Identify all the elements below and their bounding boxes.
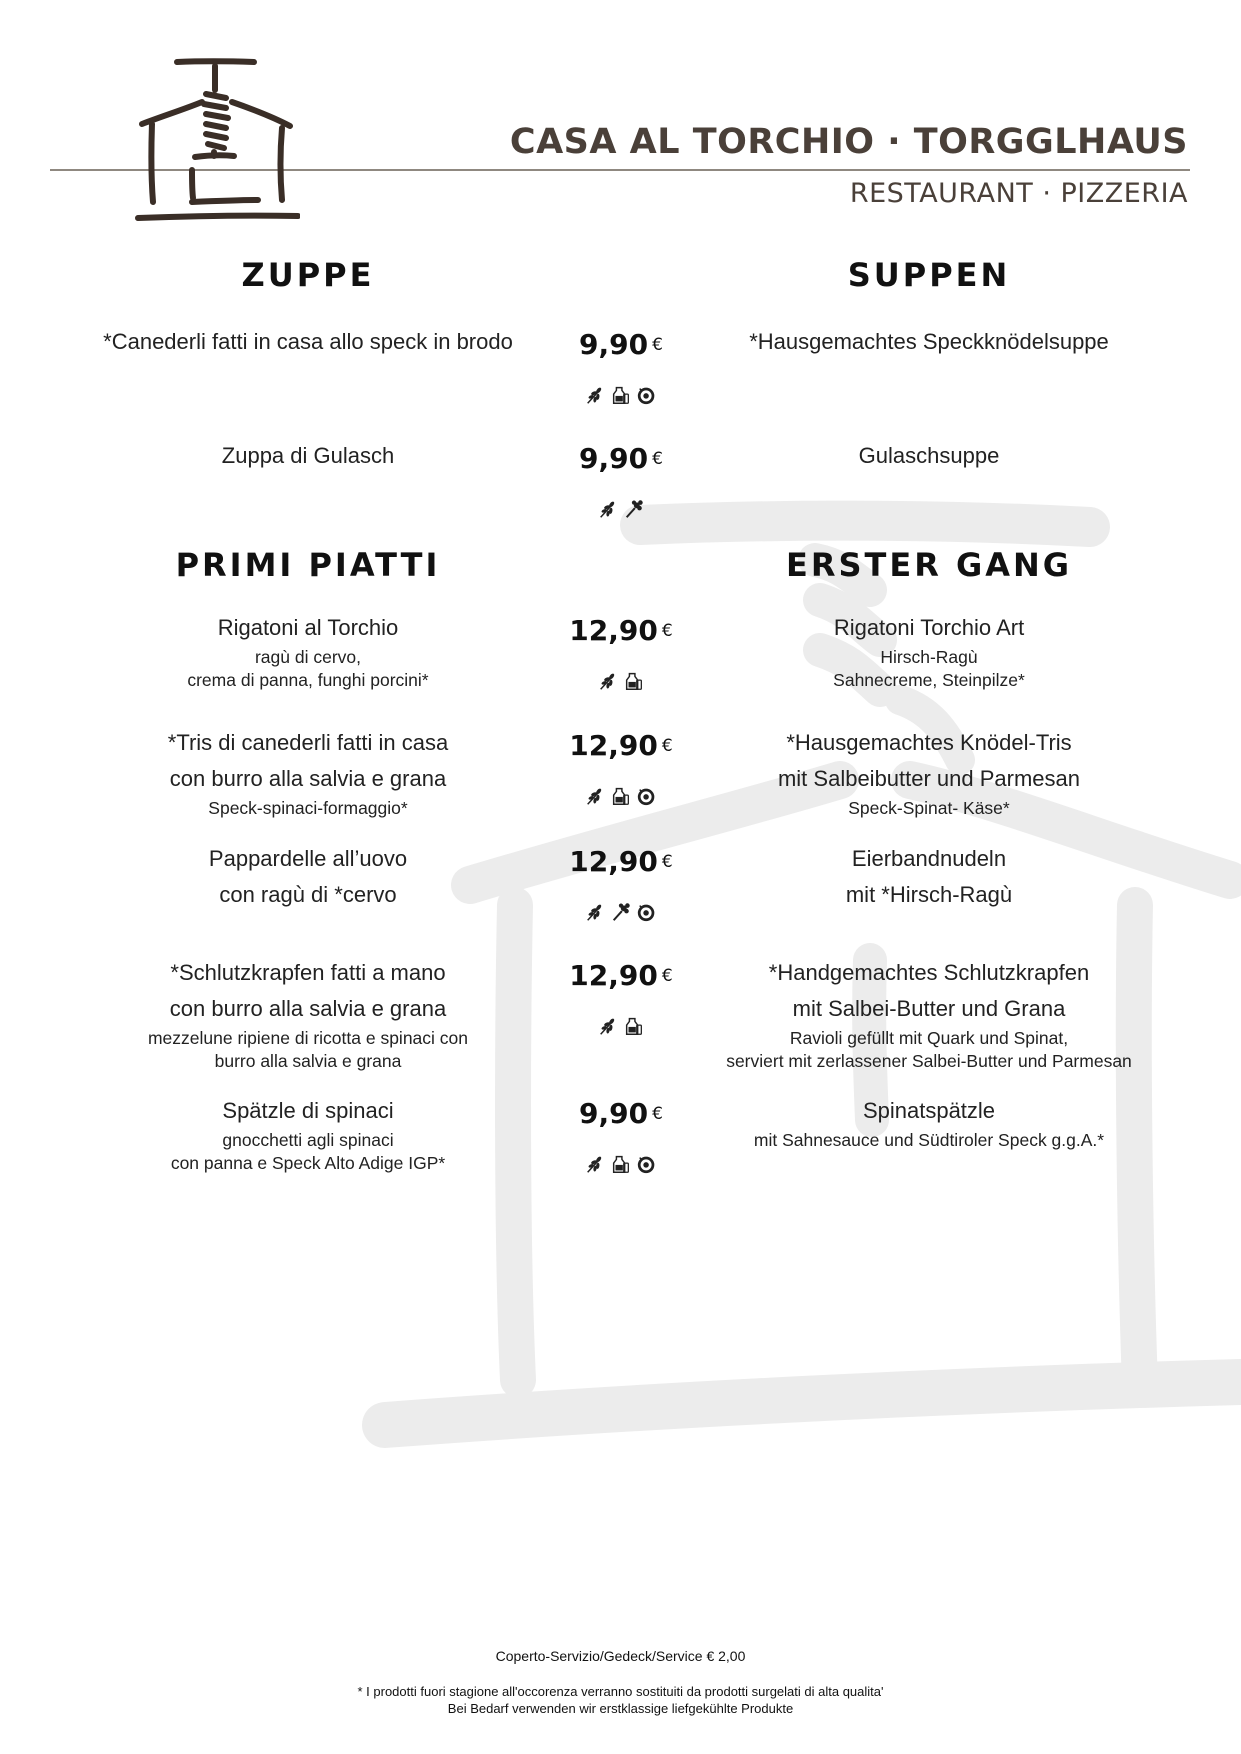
- brand-name: CASA AL TORCHIO · TORGGLHAUS: [498, 122, 1188, 162]
- dish-price: [560, 328, 682, 361]
- menu-item-it: [58, 438, 558, 474]
- allergen-icons: [560, 497, 682, 521]
- gluten-icon: [584, 383, 606, 407]
- dish-description-it: mezzelune ripiene di ricotta e spinaci con: [147, 1028, 469, 1048]
- menu-item-de: [679, 955, 1179, 1073]
- dish-name-de: Eierbandnudeln: [851, 846, 1007, 871]
- menu-item-it: [58, 955, 558, 1073]
- dish-description-de: mit Sahnesauce und Südtiroler Speck g.g.A.*: [753, 1130, 1105, 1150]
- menu-item-it: [58, 1093, 558, 1175]
- dish-description-de: Speck-Spinat- Käse*: [848, 798, 1010, 818]
- cover-charge: Coperto-Servizio/Gedeck/Service € 2,00: [495, 1648, 746, 1664]
- gluten-icon: [584, 1152, 606, 1176]
- currency-symbol: €: [652, 449, 663, 469]
- dish-description-de: Hirsch-Ragù: [880, 647, 978, 667]
- menu-item-de: [679, 324, 1179, 360]
- egg-icon: [636, 784, 658, 808]
- dish-name-it: *Schlutzkrapfen fatti a mano: [170, 960, 446, 985]
- milk-icon: [610, 383, 632, 407]
- dish-name-de: Spinatspätzle: [862, 1098, 996, 1123]
- gluten-icon: [597, 1014, 619, 1038]
- currency-symbol: €: [661, 852, 673, 872]
- egg-icon: [636, 900, 658, 924]
- dish-description-it: Speck-spinaci-formaggio*: [208, 798, 408, 818]
- menu-item-it: [58, 725, 558, 820]
- dish-name-it: con ragù di *cervo: [219, 882, 397, 907]
- dish-name-de: *Hausgemachtes Speckknödelsuppe: [749, 329, 1109, 354]
- dish-name-de: mit Salbei-Butter und Grana: [792, 996, 1066, 1021]
- menu-item-de: [679, 438, 1179, 474]
- dish-price: [560, 442, 682, 475]
- dish-name-it: con burro alla salvia e grana: [169, 766, 447, 791]
- dish-description-it: crema di panna, funghi porcini*: [187, 670, 429, 690]
- frozen-products-note-it: * I prodotti fuori stagione all'occorenza verranno sostituiti da prodotti surgelati di alta qualita': [357, 1684, 884, 1699]
- menu-item-de: [679, 725, 1179, 820]
- celery-icon: [623, 497, 645, 521]
- milk-icon: [623, 1014, 645, 1038]
- dish-description-de: serviert mit zerlassener Salbei-Butter und Parmesan: [726, 1051, 1132, 1071]
- allergen-icons: [560, 383, 682, 407]
- allergen-icons: [560, 784, 682, 808]
- dish-price: [560, 614, 682, 647]
- menu-item-it: [58, 841, 558, 913]
- menu-item-de: [679, 1093, 1179, 1152]
- milk-icon: [623, 669, 645, 693]
- allergen-icons: [560, 669, 682, 693]
- dish-name-it: Spätzle di spinaci: [222, 1098, 394, 1123]
- menu-item-de: [679, 610, 1179, 692]
- dish-description-it: burro alla salvia e grana: [214, 1051, 402, 1071]
- header: [0, 0, 1241, 240]
- egg-icon: [636, 383, 658, 407]
- dish-description-it: con panna e Speck Alto Adige IGP*: [170, 1153, 446, 1173]
- dish-description-de: Sahnecreme, Steinpilze*: [833, 670, 1025, 690]
- section-title-de: ERSTER GANG: [785, 546, 1073, 584]
- menu-item-it: [58, 324, 558, 360]
- menu-item-it: [58, 610, 558, 692]
- currency-symbol: €: [652, 1104, 663, 1124]
- dish-name-de: Rigatoni Torchio Art: [833, 615, 1025, 640]
- section-title-de: SUPPEN: [847, 256, 1011, 294]
- dish-name-it: Zuppa di Gulasch: [221, 443, 395, 468]
- milk-icon: [610, 1152, 632, 1176]
- dish-price: [560, 1097, 682, 1130]
- allergen-icons: [560, 1152, 682, 1176]
- frozen-products-note-de: Bei Bedarf verwenden wir erstklassige liefgekühlte Produkte: [447, 1701, 794, 1716]
- dish-name-it: Rigatoni al Torchio: [217, 615, 399, 640]
- dish-description-de: Ravioli gefüllt mit Quark und Spinat,: [789, 1028, 1069, 1048]
- price-value: 9,90: [579, 442, 649, 475]
- gluten-icon: [597, 497, 619, 521]
- dish-price: [560, 959, 682, 992]
- menu-item-de: [679, 841, 1179, 913]
- gluten-icon: [584, 900, 606, 924]
- section-title-it: ZUPPE: [241, 256, 375, 294]
- dish-price: [560, 845, 682, 878]
- allergen-icons: [560, 900, 682, 924]
- brand-subtitle: RESTAURANT · PIZZERIA: [849, 178, 1188, 209]
- currency-symbol: €: [661, 966, 673, 986]
- dish-price: [560, 729, 682, 762]
- dish-name-de: Gulaschsuppe: [858, 443, 1000, 468]
- dish-name-it: *Tris di canederli fatti in casa: [167, 730, 449, 755]
- allergen-icons: [560, 1014, 682, 1038]
- price-value: 9,90: [579, 1097, 649, 1130]
- currency-symbol: €: [661, 736, 673, 756]
- dish-name-de: mit *Hirsch-Ragù: [845, 882, 1013, 907]
- dish-description-it: gnocchetti agli spinaci: [222, 1130, 394, 1150]
- dish-name-de: mit Salbeibutter und Parmesan: [777, 766, 1081, 791]
- dish-name-it: *Canederli fatti in casa allo speck in brodo: [103, 329, 513, 354]
- dish-name-it: Pappardelle all’uovo: [208, 846, 408, 871]
- price-value: 12,90: [569, 845, 658, 878]
- price-value: 12,90: [569, 614, 658, 647]
- gluten-icon: [597, 669, 619, 693]
- currency-symbol: €: [661, 621, 673, 641]
- price-value: 12,90: [569, 959, 658, 992]
- currency-symbol: €: [652, 335, 663, 355]
- price-value: 9,90: [579, 328, 649, 361]
- dish-name-de: *Hausgemachtes Knödel-Tris: [786, 730, 1072, 755]
- dish-name-it: con burro alla salvia e grana: [169, 996, 447, 1021]
- dish-description-it: ragù di cervo,: [254, 647, 362, 667]
- milk-icon: [610, 784, 632, 808]
- price-value: 12,90: [569, 729, 658, 762]
- section-title-it: PRIMI PIATTI: [175, 546, 441, 584]
- celery-icon: [610, 900, 632, 924]
- egg-icon: [636, 1152, 658, 1176]
- dish-name-de: *Handgemachtes Schlutzkrapfen: [768, 960, 1090, 985]
- wine-press-house-logo: [130, 52, 300, 222]
- gluten-icon: [584, 784, 606, 808]
